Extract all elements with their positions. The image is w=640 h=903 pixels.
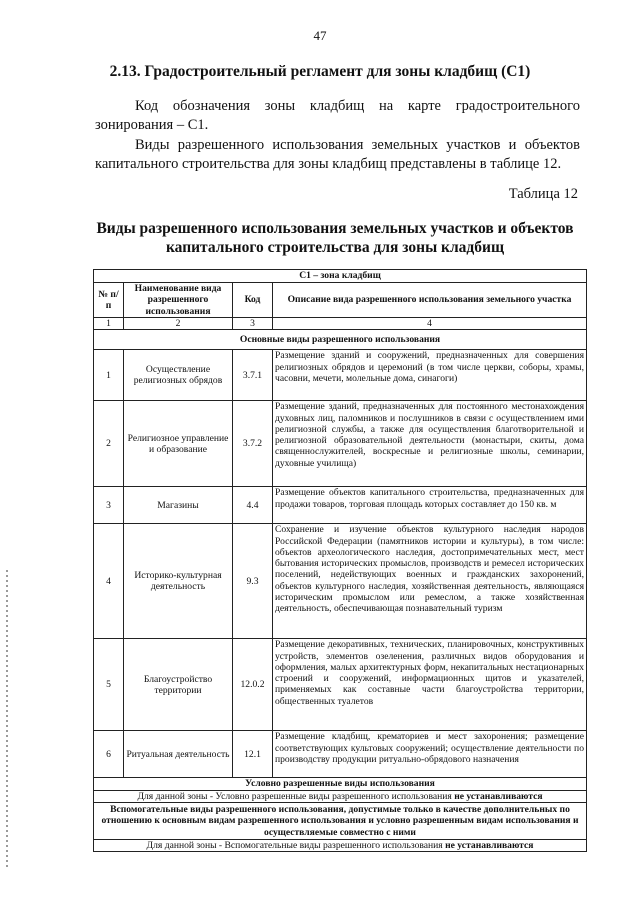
col-number: 2 (124, 318, 233, 330)
row-description: Размещение кладбищ, крематориев и мест захоронения; размещение соответствующих культовых сооружений; осуществление деятельности по производству продукции ритуально-обрядового назначения (273, 731, 587, 778)
page-number: 47 (313, 28, 327, 43)
row-use-name: Религиозное управление и образование (124, 401, 233, 487)
row-number: 2 (94, 401, 124, 487)
row-description: Размещение объектов капитального строительства, предназначенных для продажи товаров, торговая площадь которых составляет до 150 кв. м (273, 487, 587, 524)
row-number: 1 (94, 350, 124, 401)
section-heading: 2.13. Градостроительный регламент для зоны кладбищ (С1) (109, 63, 531, 80)
row-code: 12.1 (233, 731, 273, 778)
row-use-name: Осуществление религиозных обрядов (124, 350, 233, 401)
section-title-conditional: Условно разрешенные виды использования (94, 778, 587, 790)
conditional-note-row (94, 790, 587, 802)
table-row (94, 731, 587, 778)
auxiliary-note (94, 839, 587, 851)
row-description: Сохранение и изучение объектов культурного наследия народов Российской Федерации (памятников истории и культуры), в том числе: объектов археологического наследия, достопримечательных мест, мест бытования исторических промыслов, производств и ремесел исторических поселений, недействующих военных и гражданских захоронений, объектов культурного наследия, хозяйственная деятельность, являющаяся историческим промыслом или ремеслом, а также хозяйственная деятельность, обеспечивающая познавательный туризм (273, 524, 587, 639)
row-use-name: Благоустройство территории (124, 639, 233, 731)
column-header-row (94, 283, 587, 318)
row-code: 4.4 (233, 487, 273, 524)
scan-margin-mark (6, 570, 8, 870)
conditional-note-text: Для данной зоны - Условно разрешенные виды разрешенного использования (137, 790, 455, 802)
table-row (94, 350, 587, 401)
auxiliary-note-text: Для данной зоны - Вспомогательные виды разрешенного использования (146, 839, 446, 851)
regulation-table (93, 269, 587, 852)
section-title-main: Основные виды разрешенного использования (94, 330, 587, 350)
zone-header-row (94, 270, 587, 283)
col-number: 4 (273, 318, 587, 330)
row-code: 3.7.2 (233, 401, 273, 487)
zone-header: С1 – зона кладбищ (94, 270, 587, 283)
row-use-name: Историко-культурная деятельность (124, 524, 233, 639)
col-header-code: Код (233, 283, 273, 318)
row-number: 3 (94, 487, 124, 524)
row-number: 4 (94, 524, 124, 639)
paragraph-table-reference: Виды разрешенного использования земельных участков и объектов капитального строительства для зоны кладбищ представлены в таблице 12. (95, 137, 580, 172)
row-code: 9.3 (233, 524, 273, 639)
table-row (94, 524, 587, 639)
row-use-name: Магазины (124, 487, 233, 524)
auxiliary-section-row (94, 802, 587, 839)
table-row (94, 401, 587, 487)
row-code: 12.0.2 (233, 639, 273, 731)
column-number-row (94, 318, 587, 330)
table-row (94, 639, 587, 731)
table-title: Виды разрешенного использования земельных участков и объектов капитального строительства для зоны кладбищ (96, 220, 574, 256)
row-description: Размещение зданий и сооружений, предназначенных для совершения религиозных обрядов и церемоний (в том числе церкви, соборы, храмы, часовни, мечети, молельные дома, синагоги) (273, 350, 587, 401)
row-number: 6 (94, 731, 124, 778)
main-section-row (94, 330, 587, 350)
col-number: 3 (233, 318, 273, 330)
col-header-description: Описание вида разрешенного использования земельного участка (273, 283, 587, 318)
paragraph-zone-code: Код обозначения зоны кладбищ на карте градостроительного зонирования – С1. (95, 98, 580, 133)
conditional-note-status: не устанавливаются (454, 790, 543, 802)
row-description: Размещение декоративных, технических, планировочных, конструктивных устройств, элементов озеленения, различных видов оборудования и оформления, малых архитектурных форм, некапитальных нестационарных строений и сооружений, информационных щитов и указателей, применяемых как составные части благоустройства территории, общественных туалетов (273, 639, 587, 731)
section-title-auxiliary: Вспомогательные виды разрешенного использования, допустимые только в качестве дополнительных по отношению к основным видам разрешенного использования и условно разрешенным видам использования и осуществляемые совместно с ними (94, 802, 587, 839)
table-label: Таблица 12 (508, 186, 578, 202)
conditional-note (94, 790, 587, 802)
row-use-name: Ритуальная деятельность (124, 731, 233, 778)
row-number: 5 (94, 639, 124, 731)
auxiliary-note-row (94, 839, 587, 851)
conditional-section-row (94, 778, 587, 790)
table-row (94, 487, 587, 524)
auxiliary-note-status: не устанавливаются (445, 839, 534, 851)
col-number: 1 (94, 318, 124, 330)
col-header-name: Наименование вида разрешенного использования (124, 283, 233, 318)
col-header-number: № п/п (94, 283, 124, 318)
row-code: 3.7.1 (233, 350, 273, 401)
row-description: Размещение зданий, предназначенных для постоянного местонахождения духовных лиц, паломников и послушников в связи с осуществлением ими религиозной службы, а также для осуществления благотворительной и религиозной образовательной деятельности (монастыри, скиты, дома священнослужителей, воскресные и религиозные школы, семинарии, духовные училища) (273, 401, 587, 487)
